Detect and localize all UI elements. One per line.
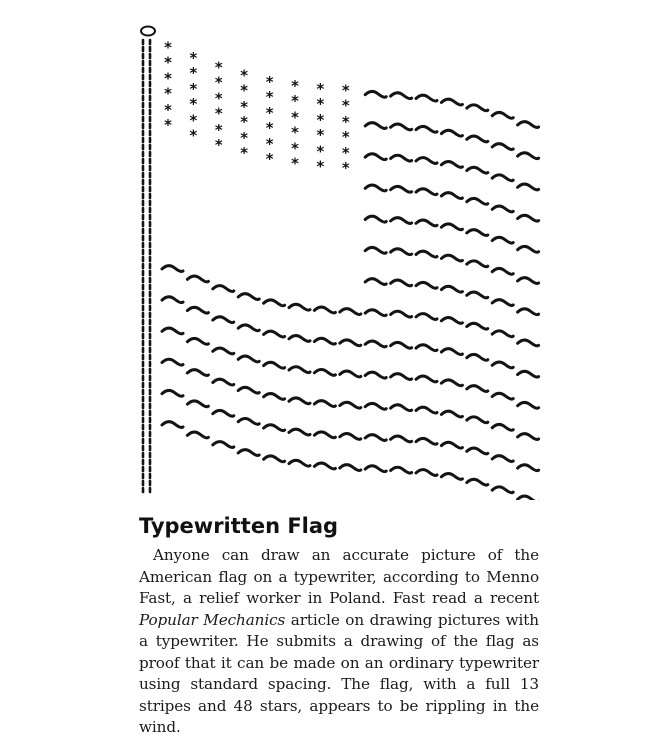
stripe-mark: [391, 218, 412, 224]
stripe-mark: [416, 438, 437, 444]
stripe-mark: [365, 154, 386, 160]
stripe-mark: [238, 418, 259, 424]
stripe-mark: [492, 268, 513, 274]
stripe-mark: [238, 387, 259, 393]
flag-star: *: [214, 104, 224, 123]
flag-star: *: [341, 143, 351, 162]
stripe-mark: [441, 162, 462, 168]
stripe-mark: [467, 386, 488, 392]
stripe-mark: [289, 460, 310, 466]
stripe-mark: [441, 130, 462, 136]
flag-star: *: [265, 150, 275, 169]
flag-star: *: [265, 135, 275, 154]
flag-stars: [163, 39, 350, 177]
flag-star: *: [265, 87, 275, 106]
stripe-mark: [518, 153, 539, 159]
stripe-mark: [213, 286, 234, 292]
flag-star: *: [290, 92, 300, 111]
stripe-mark: [213, 379, 234, 385]
stripe-mark: [441, 318, 462, 324]
stripe-mark: [365, 372, 386, 378]
stripe-mark: [492, 206, 513, 212]
stripe-mark: [187, 307, 208, 313]
stripe-mark: [314, 307, 335, 313]
stripe-mark: [467, 261, 488, 267]
stripe-mark: [264, 362, 285, 368]
flag-star: *: [188, 111, 198, 130]
flag-star: *: [188, 48, 198, 67]
stripe-mark: [340, 434, 361, 440]
stripe-mark: [162, 266, 183, 272]
stripe-mark: [264, 394, 285, 400]
flagpole: [141, 27, 155, 493]
flag-star: *: [290, 108, 300, 127]
stripe-mark: [518, 371, 539, 377]
flag-star: *: [188, 80, 198, 99]
stripe-mark: [492, 237, 513, 243]
stripe-mark: [467, 417, 488, 423]
flag-star: *: [163, 69, 173, 88]
stripe-mark: [518, 246, 539, 252]
stripe-mark: [365, 466, 386, 472]
stripe-mark: [314, 370, 335, 376]
stripe-mark: [391, 124, 412, 130]
stripe-mark: [314, 338, 335, 344]
article: [139, 512, 539, 739]
stripe-mark: [492, 362, 513, 368]
flag-star: *: [188, 95, 198, 114]
stripe-mark: [238, 294, 259, 300]
stripe-mark: [213, 410, 234, 416]
stripe-mark: [416, 95, 437, 101]
flag-star: *: [188, 63, 198, 82]
typewritten-flag-illustration: [120, 20, 550, 500]
stripe-mark: [416, 189, 437, 195]
stripe-mark: [365, 403, 386, 409]
stripe-mark: [365, 123, 386, 129]
stripe-mark: [213, 348, 234, 354]
stripe-mark: [441, 474, 462, 480]
stripe-mark: [518, 215, 539, 221]
stripe-mark: [264, 300, 285, 306]
flag-star: *: [290, 139, 300, 158]
stripe-mark: [187, 370, 208, 376]
stripe-mark: [518, 278, 539, 284]
stripe-mark: [518, 184, 539, 190]
stripe-mark: [391, 155, 412, 161]
stripe-mark: [416, 345, 437, 351]
stripe-mark: [391, 374, 412, 380]
flag-star: *: [239, 112, 249, 131]
stripe-mark: [492, 331, 513, 337]
flag-star: *: [341, 127, 351, 146]
flag-star: *: [265, 72, 275, 91]
stripe-mark: [289, 367, 310, 373]
stripe-mark: [162, 390, 183, 396]
stripe-mark: [365, 216, 386, 222]
stripe-mark: [416, 220, 437, 226]
stripe-mark: [365, 91, 386, 97]
flag-star: *: [163, 115, 173, 134]
stripe-mark: [467, 292, 488, 298]
flag-star: *: [315, 126, 325, 145]
stripe-mark: [264, 456, 285, 462]
flag-star: *: [239, 81, 249, 100]
stripe-mark: [441, 255, 462, 261]
stripe-mark: [441, 224, 462, 230]
stripe-mark: [289, 398, 310, 404]
stripe-mark: [416, 126, 437, 132]
stripe-mark: [416, 282, 437, 288]
stripe-mark: [238, 356, 259, 362]
flag-star: *: [265, 119, 275, 138]
stripe-mark: [518, 309, 539, 315]
stripe-mark: [492, 144, 513, 150]
flag-star: *: [239, 66, 249, 85]
article-title: Typewritten Flag: [139, 514, 339, 538]
stripe-mark: [162, 297, 183, 303]
flag-star: *: [214, 58, 224, 77]
flag-star: *: [290, 77, 300, 96]
stripe-mark: [340, 465, 361, 471]
stripe-mark: [518, 340, 539, 346]
stripe-mark: [162, 328, 183, 334]
stripe-mark: [467, 167, 488, 173]
stripe-mark: [492, 300, 513, 306]
stripe-mark: [518, 402, 539, 408]
stripe-mark: [365, 310, 386, 316]
stripe-mark: [492, 487, 513, 493]
stripe-mark: [492, 456, 513, 462]
stripe-mark: [340, 340, 361, 346]
stripe-mark: [391, 249, 412, 255]
stripe-mark: [492, 175, 513, 181]
stripe-mark: [238, 325, 259, 331]
stripe-mark: [467, 448, 488, 454]
stripe-mark: [314, 401, 335, 407]
flag-star: *: [239, 97, 249, 116]
stripe-mark: [416, 314, 437, 320]
stripe-mark: [416, 251, 437, 257]
flag-star: *: [239, 143, 249, 162]
flag-star: *: [214, 73, 224, 92]
stripe-mark: [441, 380, 462, 386]
stripe-mark: [416, 376, 437, 382]
flag-star: *: [214, 135, 224, 154]
stripe-mark: [391, 280, 412, 286]
flag-star: *: [163, 84, 173, 103]
stripe-mark: [391, 405, 412, 411]
stripe-mark: [391, 467, 412, 473]
stripe-mark: [238, 450, 259, 456]
stripe-mark: [518, 465, 539, 471]
flag-star: *: [163, 38, 173, 57]
stripe-mark: [289, 304, 310, 310]
stripe-mark: [518, 496, 539, 500]
stripe-mark: [441, 193, 462, 199]
stripe-mark: [187, 338, 208, 344]
flag-star: *: [315, 79, 325, 98]
flag-star: *: [341, 112, 351, 131]
article-body: [139, 545, 539, 739]
flagpole-finial: [141, 27, 155, 36]
stripe-mark: [416, 158, 437, 164]
flag-star: *: [315, 111, 325, 130]
flag-star: *: [341, 81, 351, 100]
stripe-mark: [467, 479, 488, 485]
flag-star: *: [163, 53, 173, 72]
flag-star: *: [163, 100, 173, 119]
flag-star: *: [290, 154, 300, 173]
stripe-mark: [289, 336, 310, 342]
stripe-mark: [416, 407, 437, 413]
stripe-mark: [162, 422, 183, 428]
flag-star: *: [265, 104, 275, 123]
flag-star: *: [341, 96, 351, 115]
stripe-mark: [264, 331, 285, 337]
flag-star: *: [214, 120, 224, 139]
flag-star: *: [341, 158, 351, 177]
stripe-mark: [467, 230, 488, 236]
stripe-mark: [416, 470, 437, 476]
stripe-mark: [187, 401, 208, 407]
stripe-mark: [365, 341, 386, 347]
stripe-mark: [365, 185, 386, 191]
stripe-mark: [213, 317, 234, 323]
stripe-mark: [264, 425, 285, 431]
stripe-mark: [391, 342, 412, 348]
stripe-mark: [314, 432, 335, 438]
stripe-mark: [314, 463, 335, 469]
stripe-mark: [492, 112, 513, 118]
stripe-mark: [467, 105, 488, 111]
stripe-mark: [467, 198, 488, 204]
stripe-mark: [391, 93, 412, 99]
stripe-mark: [467, 136, 488, 142]
stripe-mark: [289, 429, 310, 435]
stripe-mark: [365, 435, 386, 441]
stripe-mark: [492, 424, 513, 430]
article-body-italic: Popular Mechanics: [139, 610, 286, 629]
stripe-mark: [391, 436, 412, 442]
flag-star: *: [290, 123, 300, 142]
stripe-mark: [441, 286, 462, 292]
stripe-mark: [518, 122, 539, 128]
stripe-mark: [441, 99, 462, 105]
flag-star: *: [214, 89, 224, 108]
stripe-mark: [391, 311, 412, 317]
flag-star: *: [239, 128, 249, 147]
stripe-mark: [391, 186, 412, 192]
stripe-mark: [467, 354, 488, 360]
stripe-mark: [213, 442, 234, 448]
stripe-mark: [340, 371, 361, 377]
flag-star: *: [315, 94, 325, 113]
flag-star: *: [315, 157, 325, 176]
stripe-mark: [467, 323, 488, 329]
article-body-text-end: article on drawing pictures with a typewriter. He submits a drawing of the flag as proof that it can be made on an ordinary typewriter using standard spacing. The flag, with a full 13 stripes and 48 stars, appears to be rippling in the wind.: [139, 610, 539, 736]
stripe-mark: [518, 434, 539, 440]
stripe-mark: [365, 279, 386, 285]
flag-star: *: [315, 142, 325, 161]
stripe-mark: [187, 276, 208, 282]
stripe-mark: [162, 359, 183, 365]
stripe-mark: [441, 442, 462, 448]
stripe-mark: [340, 309, 361, 315]
stripe-mark: [441, 349, 462, 355]
stripe-mark: [187, 432, 208, 438]
article-body-text: Anyone can draw an accurate picture of the American flag on a typewriter, according to Menno Fast, a relief worker in Poland. Fast read a recent: [139, 546, 539, 607]
stripe-mark: [441, 411, 462, 417]
flag-star: *: [188, 126, 198, 145]
stripe-mark: [365, 247, 386, 253]
stripe-mark: [492, 393, 513, 399]
stripe-mark: [340, 402, 361, 408]
